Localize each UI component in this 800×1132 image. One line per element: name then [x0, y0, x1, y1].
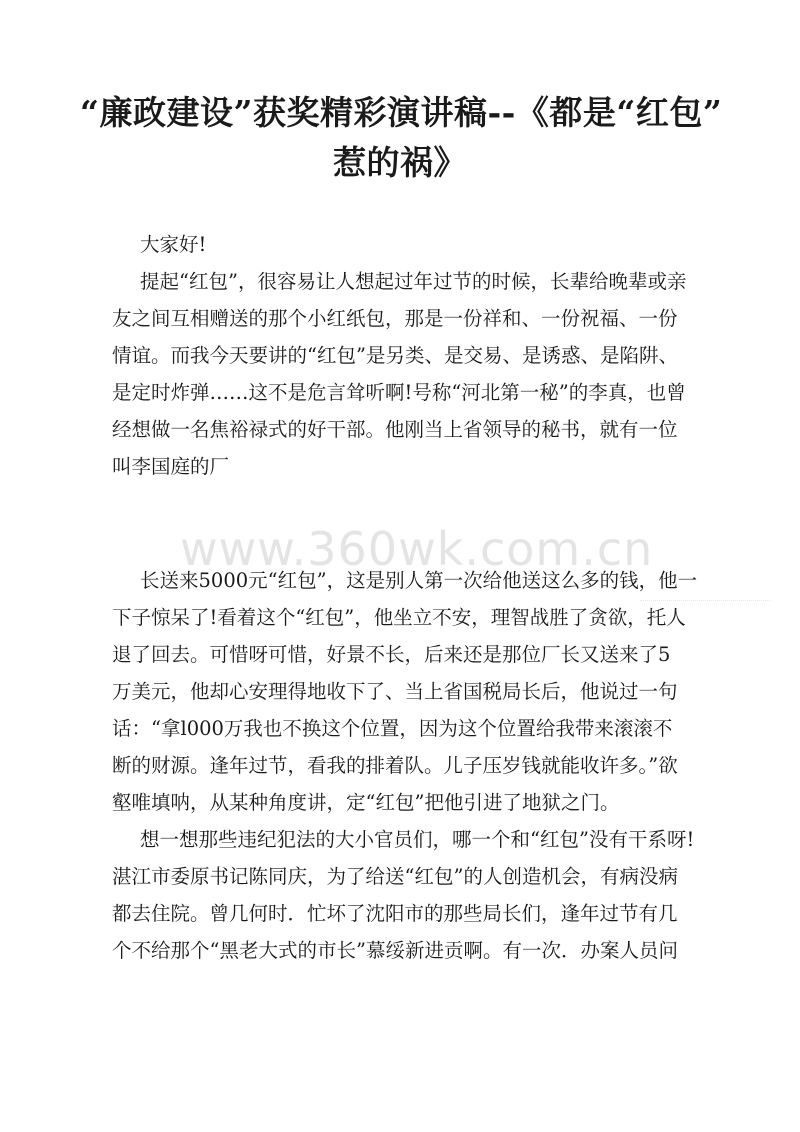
document-title: [80, 88, 723, 188]
title-line-2: 惹的祸》: [333, 143, 467, 182]
paragraph-line: 想一想那些违纪犯法的大小官员们，哪一个和“红包”没有干系呀!: [140, 828, 695, 851]
paragraph-line: 友之间互相赠送的那个小红纸包，那是一份祥和、一份祝福、一份: [112, 307, 678, 330]
paragraph-line: 湛江市委原书记陈同庆，为了给送“红包”的人创造机会，有病没病: [112, 865, 678, 888]
paragraph-line: 退了回去。可惜呀可惜，好景不长，后来还是那位厂长又送来了5: [112, 643, 671, 666]
paragraph-line: 叫李国庭的厂: [112, 455, 230, 478]
paragraph-1: [112, 263, 687, 485]
paragraph-2: [112, 562, 698, 821]
paragraph-line: 下子惊呆了!看着这个“红包”，他坐立不安，理智战胜了贪欲，托人: [112, 606, 686, 629]
paragraph-line: 提起“红包”，很容易让人想起过年过节的时候，长辈给晚辈或亲: [140, 270, 687, 293]
greeting-line: 大家好!: [140, 233, 207, 256]
watermark-text: www.360wk.com.cn: [180, 522, 654, 576]
body-section-1: [112, 226, 687, 485]
greeting-paragraph: [112, 226, 684, 263]
paragraph-line: 情谊。而我今天要讲的“红包”是另类、是交易、是诱惑、是陷阱、: [112, 344, 678, 367]
paragraph-line: 个不给那个“黑老大式的市长”慕绥新进贡啊。有一次．办案人员问: [112, 939, 678, 962]
paragraph-line: 话：“拿l000万我也不换这个位置，因为这个位置给我带来滚滚不: [112, 717, 673, 740]
paragraph-line: 壑唯填呐，从某种角度讲，定“红包”把他引进了地狱之门。: [112, 791, 620, 814]
paragraph-line: 万美元，他却心安理得地收下了、当上省国税局长后，他说过一句: [112, 680, 678, 703]
body-section-2: [112, 562, 698, 969]
title-line-1: “廉政建设”获奖精彩演讲稿--《都是“红包”: [80, 93, 723, 132]
paragraph-line: 经想做一名焦裕禄式的好干部。他刚当上省领导的秘书，就有一位: [112, 418, 678, 441]
paragraph-line: 是定时炸弹……这不是危言耸听啊!号称“河北第一秘”的李真，也曾: [112, 381, 686, 404]
paragraph-line: 都去住院。曾几何时．忙坏了沈阳市的那些局长们，逢年过节有几: [112, 902, 678, 925]
paragraph-line: 断的财源。逢年过节，看我的排着队。儿子压岁钱就能收许多。”欲: [112, 754, 678, 777]
paragraph-3: [112, 821, 695, 969]
paragraph-line: 长送来5000元“红包”，这是别人第一次给他送这么多的钱，他一: [140, 569, 698, 592]
